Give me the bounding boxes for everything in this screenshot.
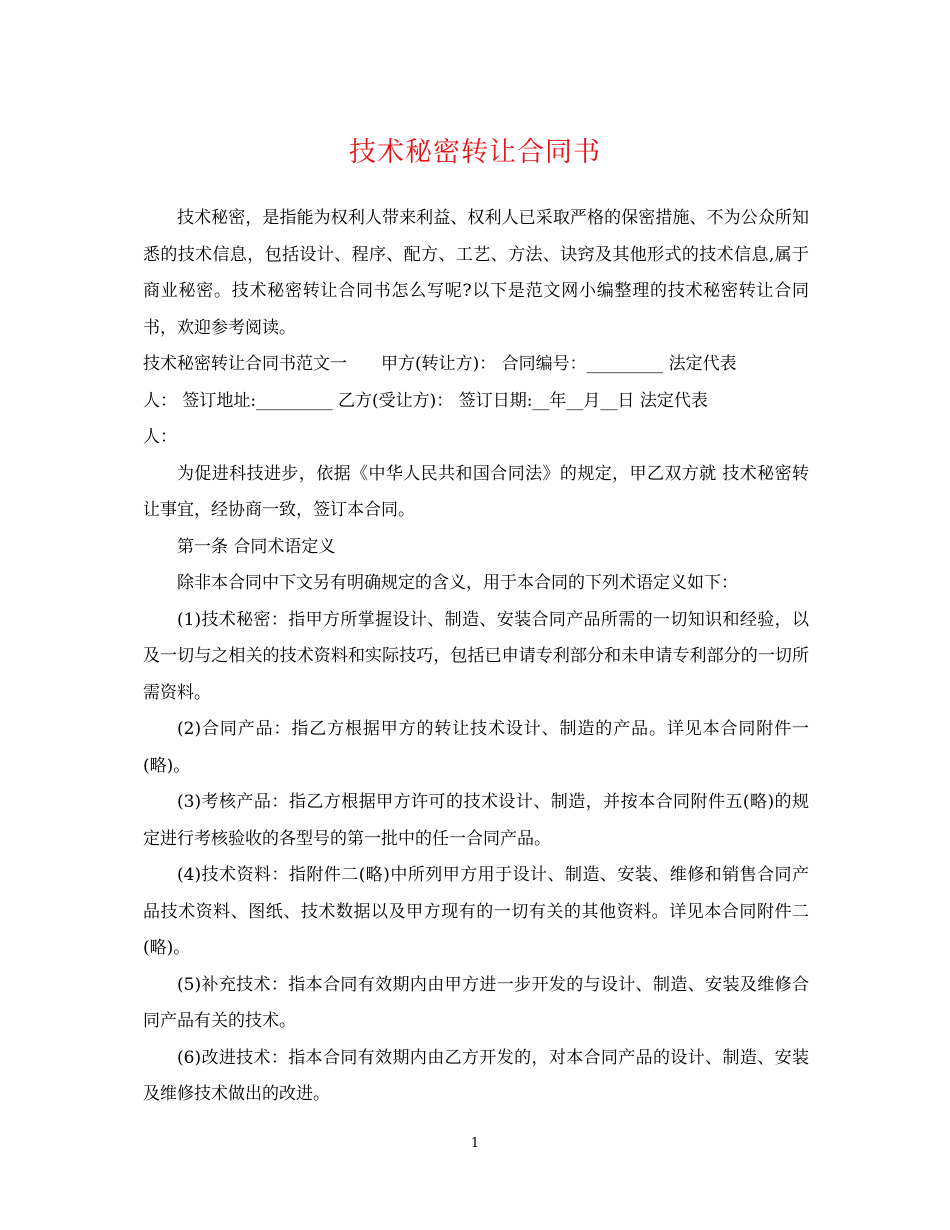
definition-item: (1)技术秘密：指甲方所掌握设计、制造、安装合同产品所需的一切知识和经验，以及一切与之相关的技术资料和实际技巧，包括已申请专利部分和未申请专利部分的一切所需资料。 xyxy=(143,609,809,703)
contract-header-line-2: 人： 签订地址:_________ 乙方(受让方)： 签订日期:__年__月__日 法定代表 xyxy=(143,390,708,411)
article-1-heading: 第一条 合同术语定义 xyxy=(177,536,336,557)
definition-item: (6)改进技术：指本合同有效期内由乙方开发的，对本合同产品的设计、制造、安装及维修技术做出的改进。 xyxy=(143,1047,809,1104)
definition-item: (4)技术资料：指附件二(略)中所列甲方用于设计、制造、安装、维修和销售合同产品技术资料、图纸、技术数据以及甲方现有的一切有关的其他资料。详见本合同附件二(略)。 xyxy=(143,865,809,958)
intro-paragraph: 技术秘密，是指能为权利人带来利益、权利人已采取严格的保密措施、不为公众所知悉的技术信息，包括设计、程序、配方、工艺、方法、诀窍及其他形式的技术信息,属于商业秘密。技术秘密转让合同书怎么写呢?以下是范文网小编整理的技术秘密转让合同书，欢迎参考阅读。 xyxy=(143,208,809,338)
article-1-lead: 除非本合同中下文另有明确规定的含义，用于本合同的下列术语定义如下： xyxy=(177,573,738,593)
document-title: 技术秘密转让合同书 xyxy=(349,137,601,168)
contract-header-line-1: 技术秘密转让合同书范文一 甲方(转让方)： 合同编号：_________ 法定代表 xyxy=(143,354,737,374)
definition-item: (5)补充技术：指本合同有效期内由甲方进一步开发的与设计、制造、安装及维修合同产品有关的技术。 xyxy=(143,974,809,1031)
definition-item: (2)合同产品：指乙方根据甲方的转让技术设计、制造的产品。详见本合同附件一(略)。 xyxy=(143,719,809,776)
document-body xyxy=(143,200,809,1113)
definition-item: (3)考核产品：指乙方根据甲方许可的技术设计、制造，并按本合同附件五(略)的规定进行考核验收的各型号的第一批中的任一合同产品。 xyxy=(143,792,809,849)
page-number: 1 xyxy=(470,1136,480,1151)
preamble-paragraph: 为促进科技进步，依据《中华人民共和国合同法》的规定，甲乙双方就 技术秘密转让事宜，经协商一致，签订本合同。 xyxy=(143,463,809,520)
contract-header-line-3: 人： xyxy=(143,427,177,447)
